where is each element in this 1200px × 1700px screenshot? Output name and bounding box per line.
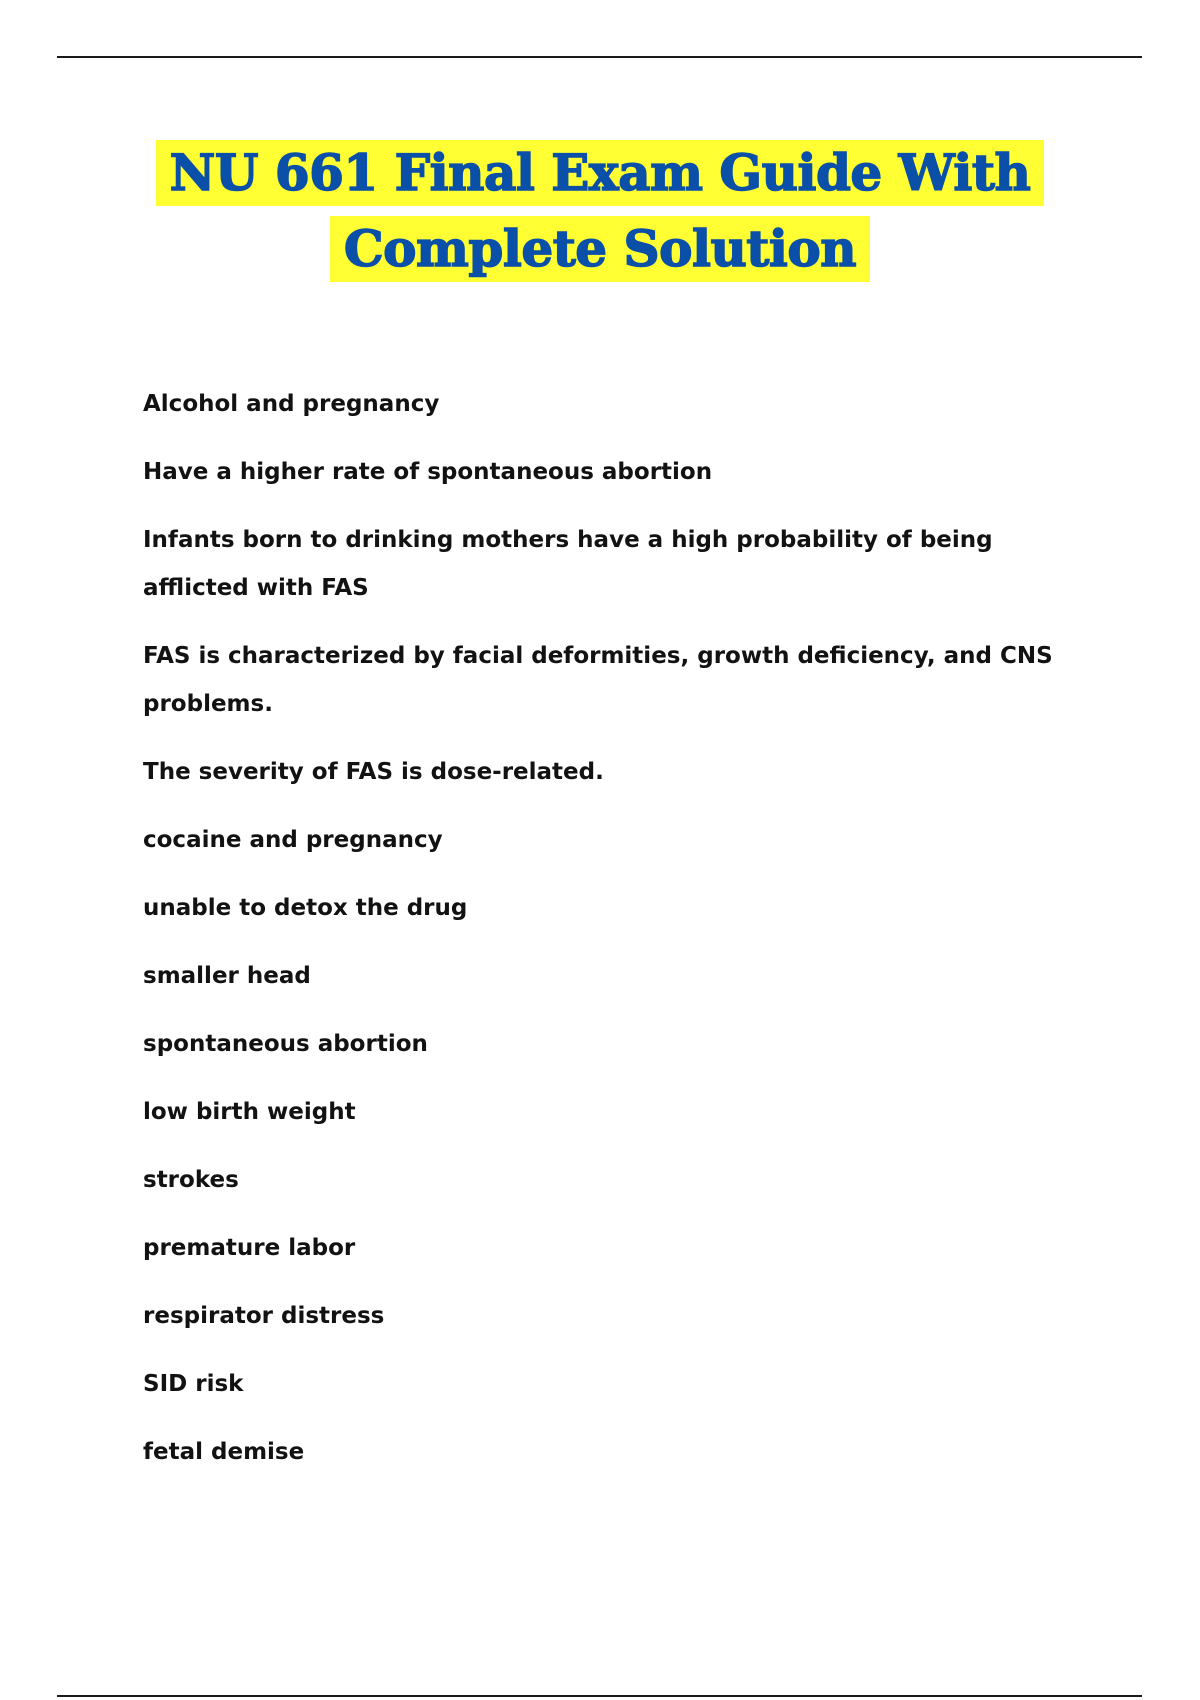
list-item: smaller head — [143, 963, 311, 989]
list-item: FAS is characterized by facial deformities, growth deficiency, and CNS problems. — [143, 643, 1053, 717]
document-body — [143, 380, 1083, 1496]
list-item: The severity of FAS is dose-related. — [143, 759, 604, 785]
list-item: fetal demise — [143, 1439, 305, 1465]
list-item: low birth weight — [143, 1099, 356, 1125]
footer-rule — [57, 1695, 1142, 1697]
list-item: cocaine and pregnancy — [143, 827, 443, 853]
list-item: SID risk — [143, 1371, 244, 1397]
list-item: strokes — [143, 1167, 239, 1193]
list-item: unable to detox the drug — [143, 895, 468, 921]
list-item: Alcohol and pregnancy — [143, 391, 440, 417]
title-line-1: NU 661 Final Exam Guide With — [156, 140, 1045, 206]
document-title — [0, 140, 1200, 282]
title-line-2: Complete Solution — [330, 216, 870, 282]
list-item: respirator distress — [143, 1303, 385, 1329]
list-item: premature labor — [143, 1235, 356, 1261]
list-item: Have a higher rate of spontaneous abortion — [143, 459, 713, 485]
list-item: spontaneous abortion — [143, 1031, 428, 1057]
header-rule — [57, 56, 1142, 58]
list-item: Infants born to drinking mothers have a high probability of being afflicted with FAS — [143, 527, 993, 601]
